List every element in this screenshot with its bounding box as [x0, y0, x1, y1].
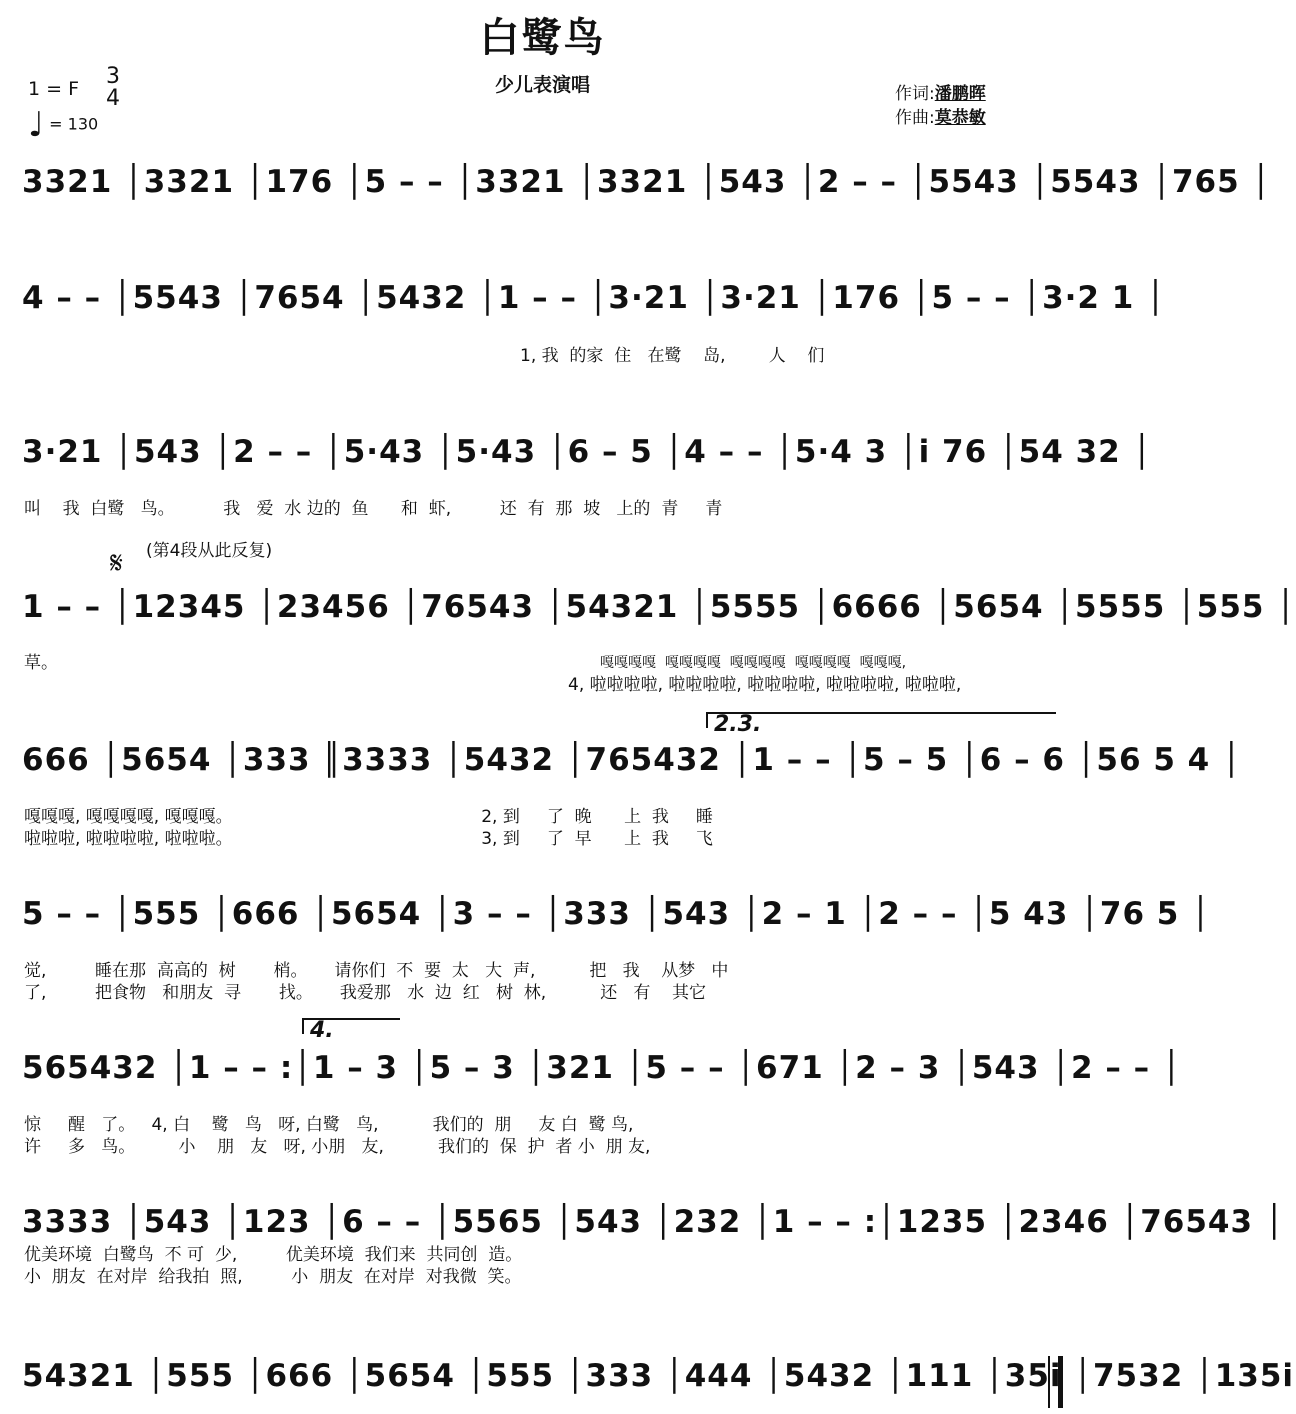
credits: [895, 82, 986, 130]
key-signature: [28, 64, 120, 111]
time-top: 3: [106, 64, 120, 89]
score-row-8: 3333 │543 │123 │6 – – │5565 │543 │232 │1 – – :│1235 │2346 │76543 │: [22, 1204, 1285, 1240]
lyric-line: 草。: [24, 653, 58, 673]
tempo-value: = 130: [49, 114, 99, 134]
lyric-line: 1, 我 的家 住 在鹭 岛, 人 们: [520, 346, 825, 366]
score-row-4: 1 – – │12345 │23456 │76543 │54321 │5555 │6666 │5654 │5555 │555 │: [22, 589, 1296, 625]
lyric-line: 嘎嘎嘎嘎 嘎嘎嘎嘎 嘎嘎嘎嘎 嘎嘎嘎嘎 嘎嘎嘎,: [600, 655, 907, 671]
lyric-line: 小 朋友 在对岸 给我拍 照, 小 朋友 在对岸 对我微 笑。: [24, 1267, 522, 1287]
lyricist-name: 潘鹏晖: [934, 84, 986, 104]
score-row-3: 3·21 │543 │2 – – │5·43 │5·43 │6 – 5 │4 – – │5·4 3 │i 76 │54 32 │: [22, 434, 1153, 470]
repeat-note: (第4段从此反复): [146, 541, 273, 561]
segno-icon: 𝄋: [110, 546, 123, 581]
final-barline: [1048, 1356, 1063, 1408]
lyric-line: 许 多 鸟。 小 朋 友 呀, 小朋 友, 我们的 保 护 者 小 朋 友,: [24, 1137, 651, 1157]
score-row-9: 54321 │555 │666 │5654 │555 │333 │444 │5432 │111 │35i │7532 │135i: [22, 1358, 1295, 1394]
time-signature: [100, 66, 126, 110]
lyricist-label: 作词:: [895, 84, 935, 104]
key-label: 1 = F: [28, 78, 80, 100]
score-row-5: 666 │5654 │333 ║3333 │5432 │765432 │1 – – │5 – 5 │6 – 6 │56 5 4 │: [22, 742, 1242, 778]
lyric-line: 叫 我 白鹭 鸟。 我 爱 水 边的 鱼 和 虾, 还 有 那 坡 上的 青 青: [24, 499, 723, 519]
tempo-marking: [28, 105, 99, 145]
score-row-7: 565432 │1 – – :│1 – 3 │5 – 3 │321 │5 – – │671 │2 – 3 │543 │2 – – │: [22, 1050, 1182, 1086]
score-row-1: 3321 │3321 │176 │5 – – │3321 │3321 │543 │2 – – │5543 │5543 │765 │: [22, 164, 1272, 200]
song-title: 白鹭鸟: [479, 15, 606, 61]
time-bottom: 4: [106, 86, 120, 111]
score-row-6: 5 – – │555 │666 │5654 │3 – – │333 │543 │2 – 1 │2 – – │5 43 │76 5 │: [22, 896, 1211, 932]
quarter-note-icon: ♩: [28, 105, 45, 145]
volta-bracket: 4.: [302, 1018, 400, 1034]
lyric-line: 4, 啦啦啦啦, 啦啦啦啦, 啦啦啦啦, 啦啦啦啦, 啦啦啦,: [568, 675, 962, 695]
lyric-line: 啦啦啦, 啦啦啦啦, 啦啦啦。 3, 到 了 早 上 我 飞: [24, 829, 713, 849]
lyric-line: 嘎嘎嘎, 嘎嘎嘎嘎, 嘎嘎嘎。 2, 到 了 晚 上 我 睡: [24, 807, 713, 827]
volta-bracket: 2.3.: [706, 712, 1056, 728]
composer-label: 作曲:: [895, 108, 935, 128]
lyric-line: 了, 把食物 和朋友 寻 找。 我爱那 水 边 红 树 林, 还 有 其它: [24, 983, 707, 1003]
composer-name: 莫恭敏: [934, 108, 986, 128]
score-row-2: 4 – – │5543 │7654 │5432 │1 – – │3·21 │3·21 │176 │5 – – │3·2 1 │: [22, 280, 1166, 316]
lyric-line: 觉, 睡在那 高高的 树 梢。 请你们 不 要 太 大 声, 把 我 从梦 中: [24, 961, 729, 981]
lyric-line: 优美环境 白鹭鸟 不 可 少, 优美环境 我们来 共同创 造。: [24, 1245, 523, 1265]
song-subtitle: 少儿表演唱: [494, 74, 590, 96]
lyric-line: 惊 醒 了。 4, 白 鹭 鸟 呀, 白鹭 鸟, 我们的 朋 友 白 鹭 鸟,: [24, 1115, 634, 1135]
